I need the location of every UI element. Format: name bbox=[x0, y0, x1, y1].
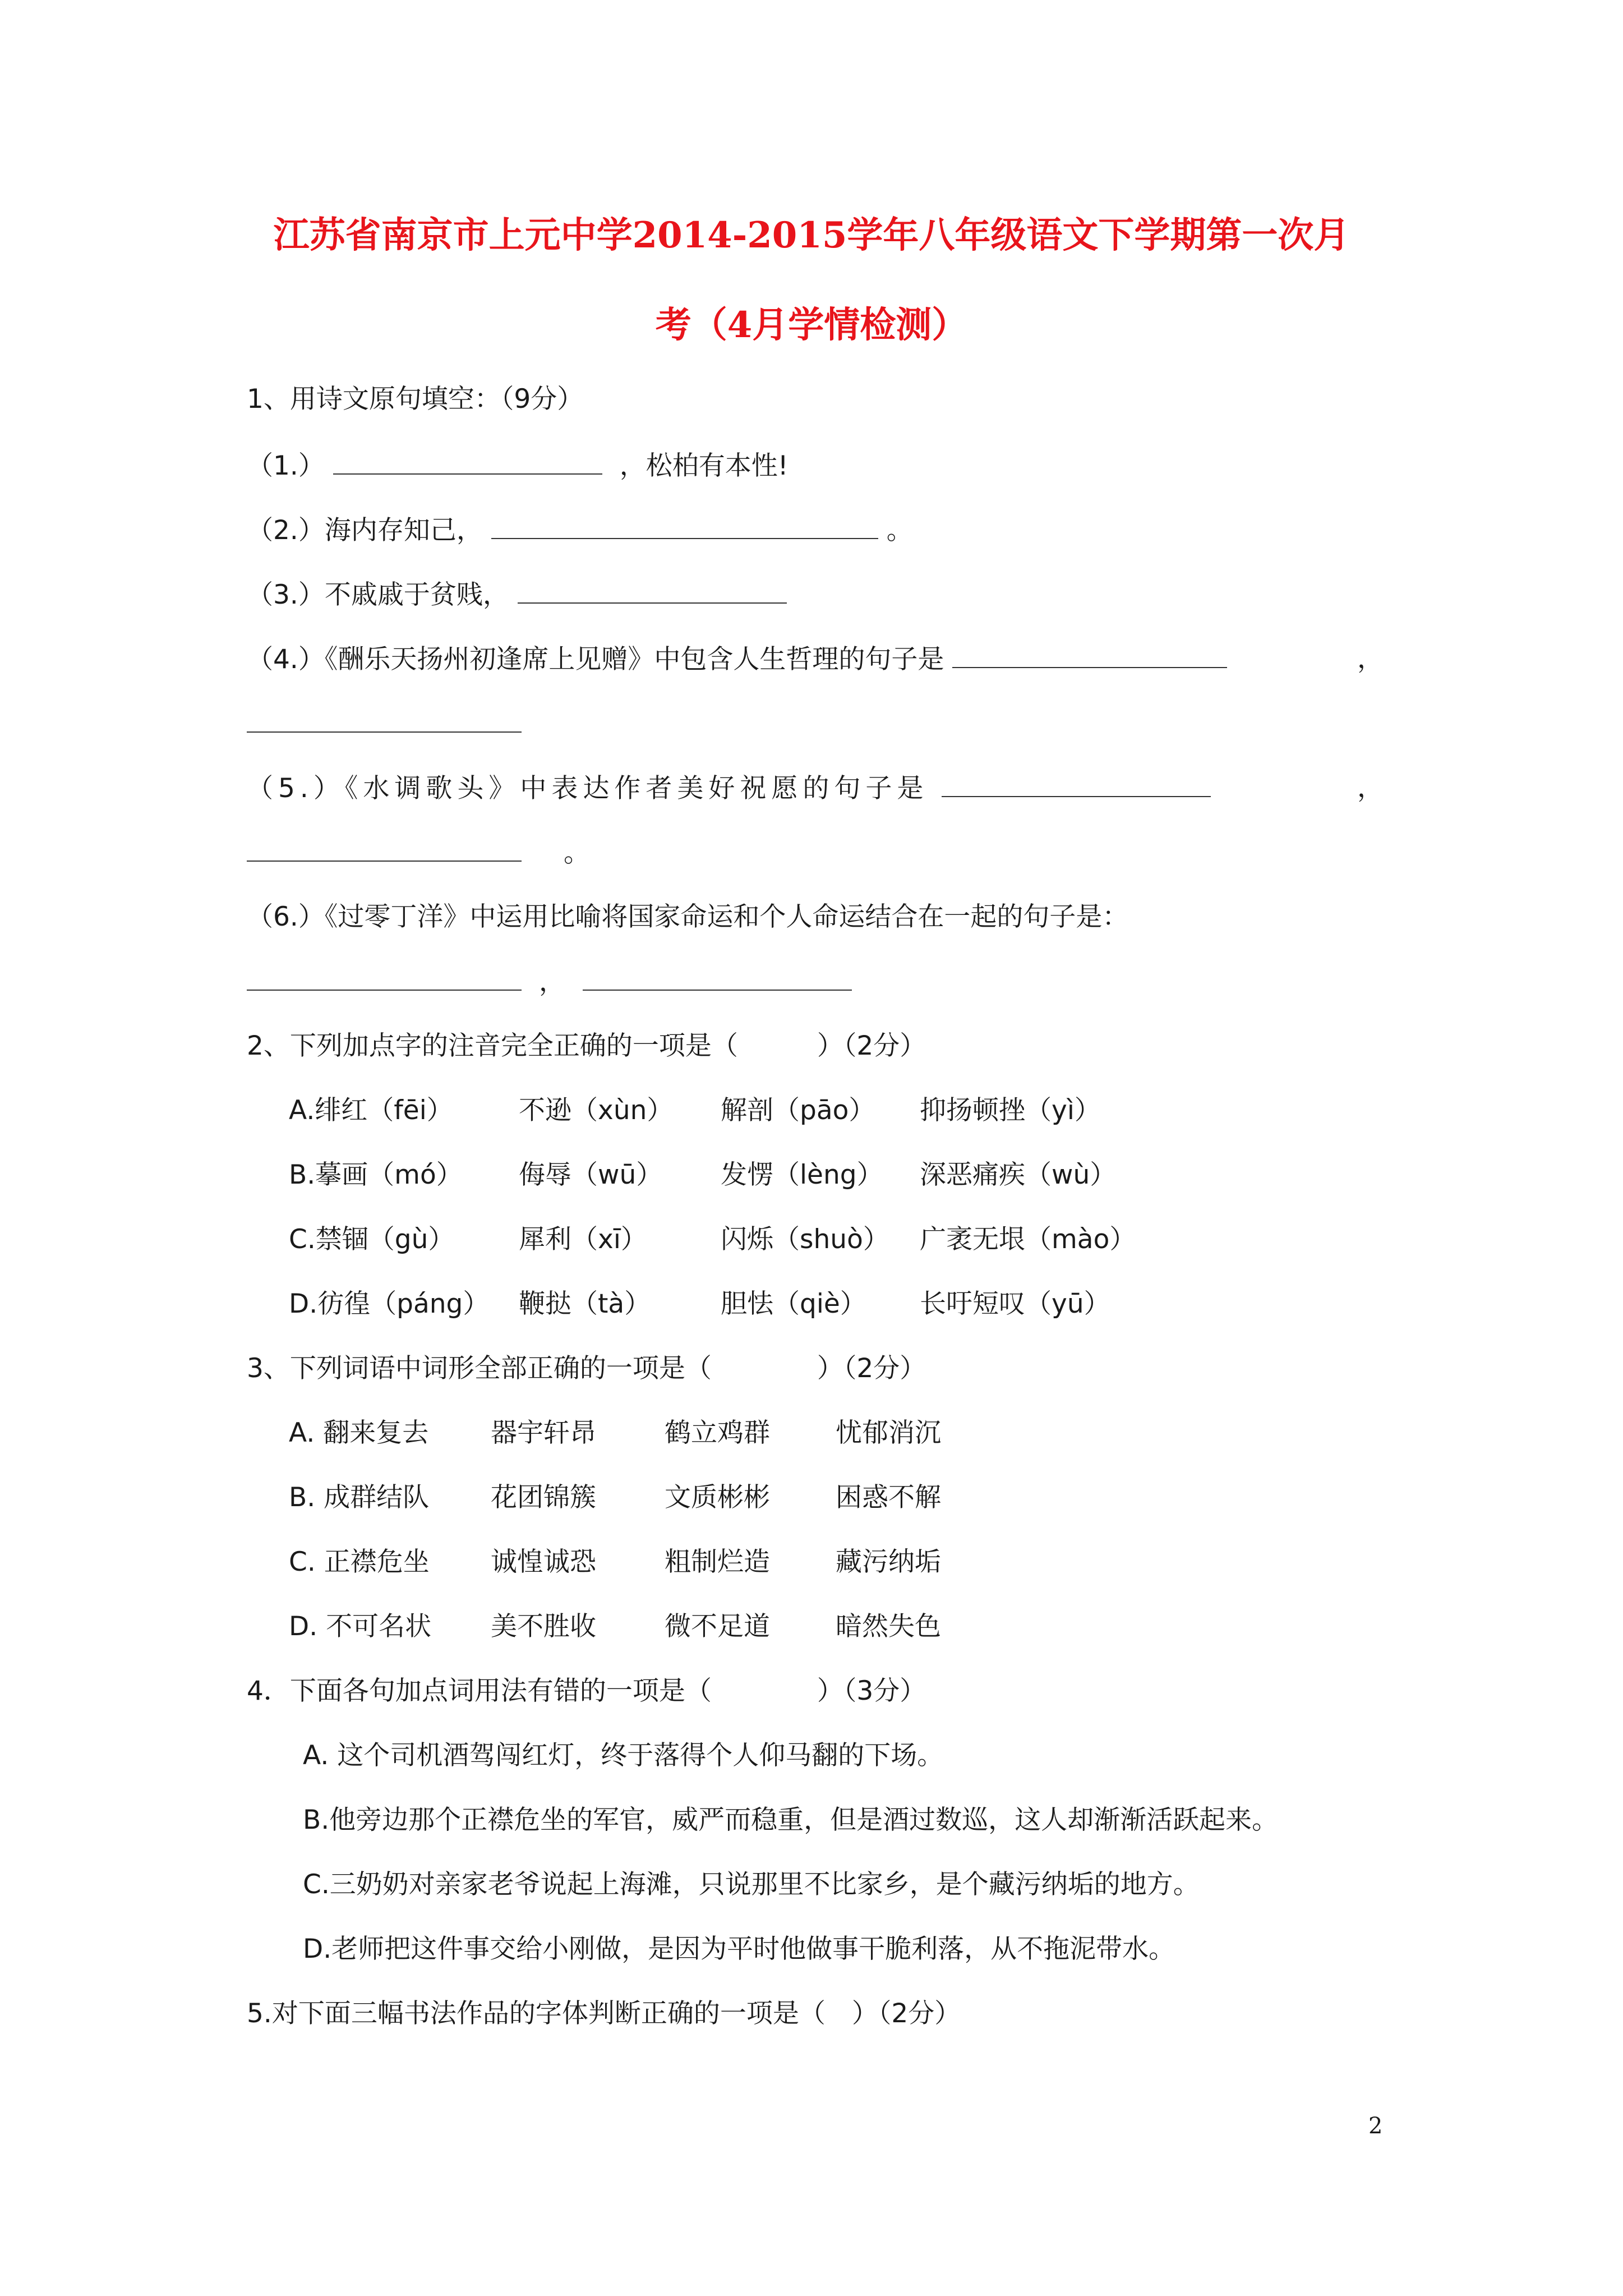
answer-blank[interactable] bbox=[247, 965, 522, 991]
q1-item-3-prefix: （3.）不戚戚于贫贱， bbox=[247, 579, 509, 610]
q3-option-d-4: 暗然失色 bbox=[836, 1611, 941, 1642]
q3-option-a-3: 鹤立鸡群 bbox=[665, 1418, 770, 1448]
q1-item-5-prefix: （5.）《水调歌头》中表达作者美好祝愿的句子是 bbox=[247, 773, 929, 804]
q2-option-d-4: 长吁短叹（yū） bbox=[920, 1289, 1110, 1319]
q1-item-1-prefix: （1.） bbox=[247, 450, 325, 481]
q5-heading: 5.对下面三幅书法作品的字体判断正确的一项是（ ）（2分） bbox=[247, 1998, 961, 2029]
q2-option-a-1[interactable]: A.绯红（fēi） bbox=[289, 1095, 453, 1126]
q1-item-4 bbox=[247, 642, 1227, 677]
q3-option-c-4: 藏污纳垢 bbox=[836, 1547, 941, 1577]
q1-item-4-second-line bbox=[247, 707, 522, 741]
q3-option-c-3: 粗制烂造 bbox=[665, 1547, 770, 1577]
q1-item-5-end: 。 bbox=[563, 838, 590, 868]
q1-item-3 bbox=[247, 578, 787, 612]
q2-option-b-3: 发愣（lèng） bbox=[721, 1159, 883, 1190]
q1-item-2-prefix: （2.）海内存知己， bbox=[247, 515, 483, 546]
q4-option-d[interactable]: D.老师把这件事交给小刚做，是因为平时他做事干脆利落，从不拖泥带水。 bbox=[303, 1934, 1175, 1964]
q1-item-6-second-line bbox=[247, 965, 852, 999]
q3-option-a-4: 忧郁消沉 bbox=[836, 1418, 941, 1448]
q3-option-b-2: 花团锦簇 bbox=[491, 1482, 596, 1513]
q1-item-2 bbox=[247, 513, 913, 547]
q2-heading: 2、下列加点字的注音完全正确的一项是（ ）（2分） bbox=[247, 1030, 926, 1061]
answer-blank[interactable] bbox=[247, 707, 522, 733]
q2-option-c-2: 犀利（xī） bbox=[519, 1224, 647, 1255]
q4-heading: 4．下面各句加点词用法有错的一项是（ ）（3分） bbox=[247, 1676, 926, 1706]
answer-blank[interactable] bbox=[491, 513, 878, 539]
q2-option-b-2: 侮辱（wū） bbox=[519, 1159, 663, 1190]
q1-item-4-prefix: （4.）《酬乐天扬州初逢席上见赠》中包含人生哲理的句子是 bbox=[247, 644, 944, 675]
q2-option-a-2: 不逊（xùn） bbox=[519, 1095, 674, 1126]
q4-option-b[interactable]: B.他旁边那个正襟危坐的军官，威严而稳重，但是酒过数巡，这人却渐渐活跃起来。 bbox=[303, 1805, 1279, 1835]
q4-option-a[interactable]: A. 这个司机酒驾闯红灯，终于落得个人仰马翻的下场。 bbox=[303, 1740, 944, 1771]
q1-item-5-second-line bbox=[247, 836, 590, 870]
answer-blank[interactable] bbox=[942, 771, 1211, 797]
q2-option-d-3: 胆怯（qiè） bbox=[721, 1289, 866, 1319]
answer-blank[interactable] bbox=[952, 642, 1227, 668]
q3-option-a-2: 器宇轩昂 bbox=[491, 1418, 596, 1448]
q2-option-d-1[interactable]: D.彷徨（páng） bbox=[289, 1289, 490, 1319]
q1-item-1 bbox=[247, 449, 789, 483]
q3-option-b-3: 文质彬彬 bbox=[665, 1482, 770, 1513]
q1-item-6: （6.）《过零丁洋》中运用比喻将国家命运和个人命运结合在一起的句子是： bbox=[247, 901, 1129, 932]
q2-option-d-2: 鞭挞（tà） bbox=[519, 1289, 651, 1319]
q2-option-a-4: 抑扬顿挫（yì） bbox=[920, 1095, 1101, 1126]
q3-option-a-1[interactable]: A. 翻来复去 bbox=[289, 1418, 429, 1448]
q1-heading: 1、用诗文原句填空：（9分） bbox=[247, 384, 584, 415]
q3-option-d-1[interactable]: D. 不可名状 bbox=[289, 1611, 432, 1642]
doc-title-line1: 江苏省南京市上元中学2014-2015学年八年级语文下学期第一次月 bbox=[273, 214, 1350, 256]
q1-item-1-suffix: ，松柏有本性! bbox=[619, 450, 789, 481]
q1-item-5 bbox=[247, 771, 1211, 806]
q3-option-d-2: 美不胜收 bbox=[491, 1611, 596, 1642]
q1-item-6-comma: ， bbox=[538, 967, 565, 997]
answer-blank[interactable] bbox=[518, 578, 787, 604]
q3-option-d-3: 微不足道 bbox=[665, 1611, 770, 1642]
answer-blank[interactable] bbox=[247, 836, 522, 862]
q1-item-5-comma: ， bbox=[1357, 772, 1384, 803]
q3-heading: 3、下列词语中词形全部正确的一项是（ ）（2分） bbox=[247, 1353, 926, 1384]
q2-option-c-3: 闪烁（shuò） bbox=[721, 1224, 889, 1255]
answer-blank[interactable] bbox=[583, 965, 852, 991]
q2-option-c-1[interactable]: C.禁锢（gù） bbox=[289, 1224, 455, 1255]
q3-option-b-1[interactable]: B. 成群结队 bbox=[289, 1482, 430, 1513]
q3-option-b-4: 困惑不解 bbox=[836, 1482, 941, 1513]
q1-item-2-suffix: 。 bbox=[886, 515, 913, 546]
q2-option-b-1[interactable]: B.摹画（mó） bbox=[289, 1159, 463, 1190]
page-number: 2 bbox=[1368, 2113, 1383, 2139]
q2-option-b-4: 深恶痛疾（wù） bbox=[920, 1159, 1117, 1190]
q3-option-c-2: 诚惶诚恐 bbox=[491, 1547, 596, 1577]
q3-option-c-1[interactable]: C. 正襟危坐 bbox=[289, 1547, 430, 1577]
doc-title-line2: 考（4月学情检测） bbox=[655, 304, 968, 346]
answer-blank[interactable] bbox=[333, 449, 602, 475]
q2-option-a-3: 解剖（pāo） bbox=[721, 1095, 875, 1126]
q2-option-c-4: 广袤无垠（mào） bbox=[920, 1224, 1136, 1255]
q1-item-4-comma: ， bbox=[1357, 643, 1384, 674]
q4-option-c[interactable]: C.三奶奶对亲家老爷说起上海滩，只说那里不比家乡，是个藏污纳垢的地方。 bbox=[303, 1869, 1200, 1900]
